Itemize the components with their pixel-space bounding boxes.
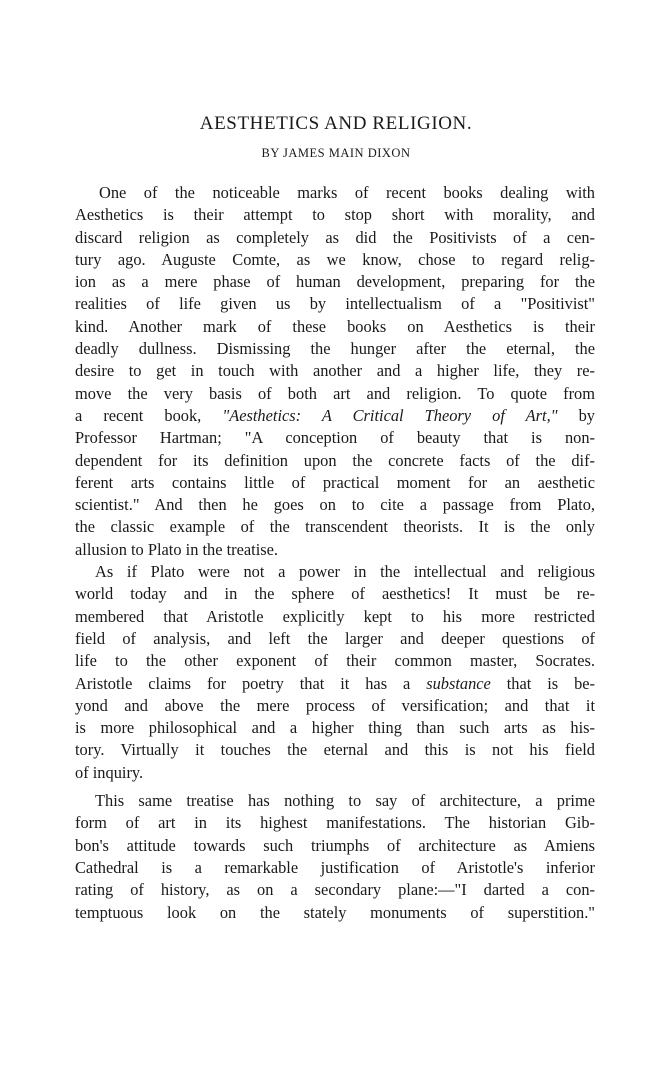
text-line: Professor Hartman; "A conception of beauty that is non- [75, 428, 595, 448]
text-line: This same treatise has nothing to say of architecture, a prime [95, 791, 595, 811]
text-line: membered that Aristotle explicitly kept to his more restricted [75, 606, 595, 626]
text-line: scientist." And then he goes on to cite a passage from Plato, [75, 495, 595, 515]
text-fragment: that is be- [490, 673, 595, 693]
text-line: desire to get in touch with another and a higher life, they re- [75, 361, 595, 381]
paragraph-1 [75, 182, 595, 561]
text-fragment: by [557, 405, 595, 425]
text-line: kind. Another mark of these books on Aesthetics is their [75, 316, 595, 336]
text-line: world today and in the sphere of aesthetics! It must be re- [75, 584, 595, 604]
text-line: tury ago. Auguste Comte, as we know, chose to regard relig- [75, 249, 595, 269]
text-line: deadly dullness. Dismissing the hunger after the eternal, the [75, 339, 595, 359]
italic-word: substance [426, 673, 491, 693]
text-fragment: a recent book, [75, 405, 223, 425]
text-line: is more philosophical and a higher thing than such arts as his- [75, 718, 595, 738]
text-line: discard religion as completely as did the Positivists of a cen- [75, 227, 595, 247]
text-line: life to the other exponent of their common master, Socrates. [75, 651, 595, 671]
text-fragment: Aristotle claims for poetry that it has a [75, 673, 427, 693]
text-line: of inquiry. [75, 762, 144, 782]
text-line: the classic example of the transcendent theorists. It is the only [75, 517, 595, 537]
text-line: Cathedral is a remarkable justification of Aristotle's inferior [75, 857, 595, 877]
text-line-with-book-title [75, 405, 595, 427]
text-line: dependent for its definition upon the concrete facts of the dif- [75, 450, 595, 470]
text-line: bon's attitude towards such triumphs of architecture as Amiens [75, 835, 595, 855]
text-line: Aesthetics is their attempt to stop short with morality, and [75, 205, 595, 225]
text-line: move the very basis of both art and religion. To quote from [75, 383, 595, 403]
article-byline: BY JAMES MAIN DIXON [261, 146, 411, 160]
paragraph-2 [75, 561, 595, 784]
text-line: One of the noticeable marks of recent books dealing with [99, 183, 595, 202]
text-line: rating of history, as on a secondary plane:—"I darted a con- [75, 880, 595, 900]
text-line: yond and above the mere process of versification; and that it [75, 695, 595, 715]
article-body [75, 182, 595, 924]
text-line-with-italic [75, 673, 595, 695]
paragraph-3 [75, 790, 595, 924]
text-line: ferent arts contains little of practical moment for an aesthetic [75, 472, 595, 492]
text-line: As if Plato were not a power in the intellectual and religious [95, 562, 595, 582]
text-line: tory. Virtually it touches the eternal and this is not his field [75, 740, 595, 760]
book-title-italic: "Aesthetics: A Critical Theory of Art," [222, 405, 558, 425]
text-line: form of art in its highest manifestations. The historian Gib- [75, 813, 595, 833]
text-line: realities of life given us by intellectualism of a "Positivist" [75, 294, 595, 314]
text-line: allusion to Plato in the treatise. [75, 539, 279, 559]
article-title: AESTHETICS AND RELIGION. [199, 113, 473, 134]
text-line: ion as a mere phase of human development, preparing for the [75, 272, 595, 292]
text-line: temptuous look on the stately monuments of superstition." [75, 902, 595, 922]
text-line: field of analysis, and left the larger and deeper questions of [75, 628, 595, 648]
